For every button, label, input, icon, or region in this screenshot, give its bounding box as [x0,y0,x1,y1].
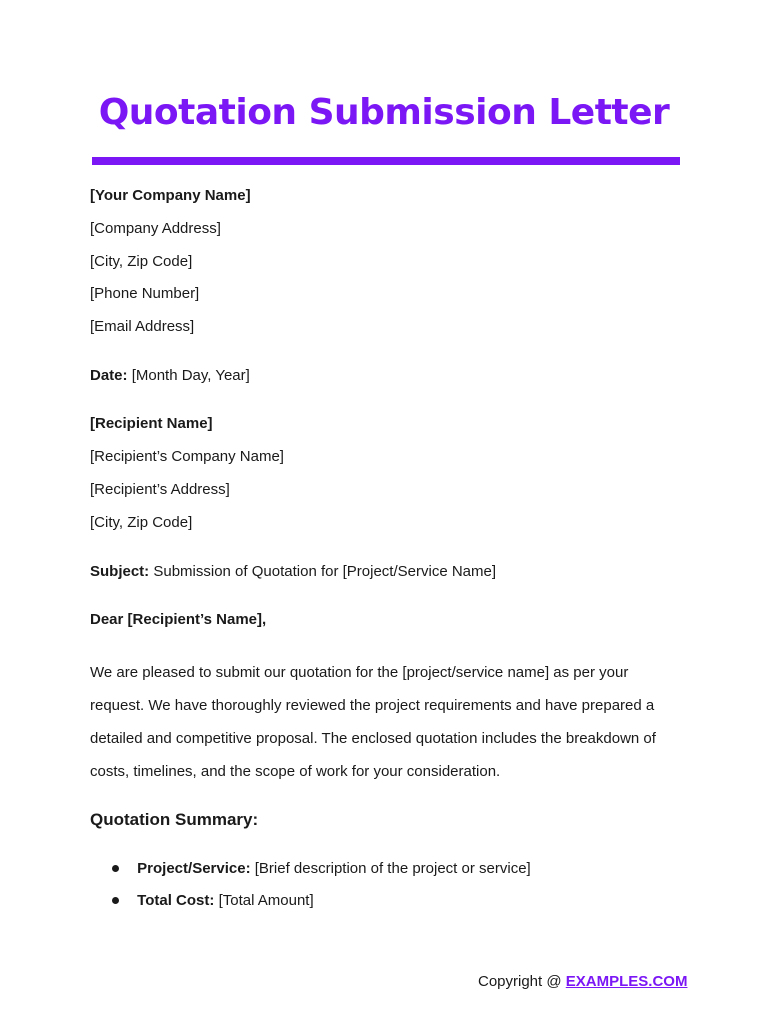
subject-value: Submission of Quotation for [Project/Service Name] [153,563,497,580]
recipient-address: [Recipient’s Address] [90,481,230,498]
date-label: Date: [90,367,128,384]
sender-email: [Email Address] [90,318,195,335]
subject-label: Subject: [90,563,150,580]
bullet-icon [112,865,119,872]
summary-item-label: Total Cost: [137,892,215,909]
recipient-name: [Recipient Name] [90,415,213,432]
summary-item [112,859,531,879]
date-line [90,366,250,386]
summary-heading: Quotation Summary: [90,810,259,829]
body-line: request. We have thoroughly reviewed the project requirements and have prepared a [90,697,655,714]
title-divider [92,157,680,165]
summary-item-value: [Brief description of the project or service] [254,860,531,877]
summary-item-label: Project/Service: [137,860,251,877]
body-line: detailed and competitive proposal. The enclosed quotation includes the breakdown of [90,730,656,747]
body-line: We are pleased to submit our quotation for the [project/service name] as per your [90,664,629,681]
examples-link[interactable]: EXAMPLES.COM [565,973,688,990]
bullet-icon [112,897,119,904]
recipient-company: [Recipient’s Company Name] [90,448,284,465]
sender-phone: [Phone Number] [90,285,200,302]
date-value: [Month Day, Year] [131,367,250,384]
body-line: costs, timelines, and the scope of work for your consideration. [90,763,501,780]
body-paragraph [90,656,680,788]
summary-item-value: [Total Amount] [218,892,314,909]
sender-company-name: [Your Company Name] [90,187,251,204]
recipient-city-zip: [City, Zip Code] [90,514,193,531]
summary-item [112,891,314,911]
sender-address: [Company Address] [90,220,221,237]
salutation: Dear [Recipient’s Name], [90,611,267,628]
document-title: Quotation Submission Letter [98,92,670,133]
sender-city-zip: [City, Zip Code] [90,253,193,270]
copyright-text: Copyright @ [478,973,566,990]
subject-line [90,562,496,582]
copyright-footer [478,972,687,992]
